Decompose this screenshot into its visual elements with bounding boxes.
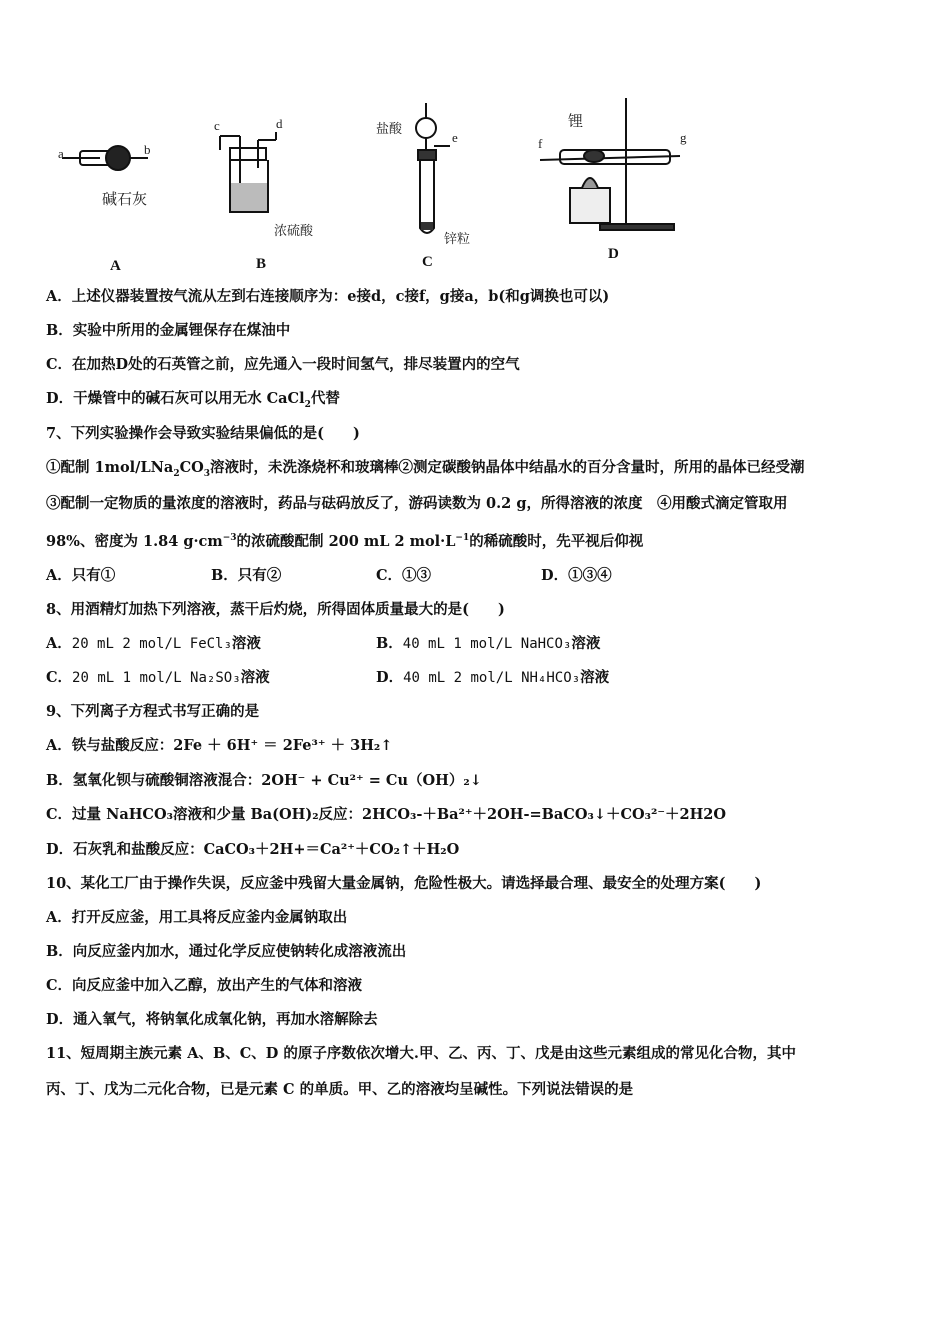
q11-line-1: 11、短周期主族元素 A、B、C、D 的原子序数依次增大.甲、乙、丙、丁、戊是由这些元素组成的常见化合物，其中 [46, 1045, 796, 1062]
label-a-right: b [144, 142, 151, 157]
label-d-f: f [538, 136, 543, 151]
label-d-g: g [680, 130, 687, 145]
q7-option-a: A．只有① [46, 567, 116, 584]
drying-tube-a [62, 146, 148, 170]
q8-option-d: D．40 mL 2 mol/L NH₄HCO₃溶液 [376, 669, 610, 686]
q9-option-d: D．石灰乳和盐酸反应：CaCO₃＋2H+＝Ca²⁺＋CO₂↑＋H₂O [46, 841, 460, 858]
gas-generator-c [416, 103, 450, 233]
label-b-d: d [276, 116, 283, 131]
q10-option-c: C．向反应釜中加入乙醇，放出产生的气体和溶液 [46, 977, 363, 994]
label-c-acid: 盐酸 [376, 121, 403, 136]
label-a-left: a [58, 146, 64, 161]
q6-option-a: A．上述仪器装置按气流从左到右连接顺序为：e接d，c接f，g接a，b(和g调换也可以) [46, 288, 610, 305]
q7-option-b: B．只有② [211, 567, 282, 584]
apparatus-drawing [40, 88, 740, 278]
figure-label-b: B [256, 256, 267, 272]
q9-option-b: B．氢氧化钡与硫酸铜溶液混合：2OH⁻ + Cu²⁺ = Cu（OH）₂↓ [46, 772, 482, 789]
q9-option-c: C．过量 NaHCO₃溶液和少量 Ba(OH)₂反应：2HCO₃-＋Ba²⁺＋2OH-=BaCO₃↓＋CO₃²⁻＋2H2O [46, 806, 726, 823]
apparatus-figure [40, 88, 740, 278]
q7-option-c: C．①③ [376, 567, 432, 584]
q9-stem: 9、下列离子方程式书写正确的是 [46, 703, 260, 720]
q7-option-d: D．①③④ [541, 567, 612, 584]
q7-line-2: ③配制一定物质的量浓度的溶液时，药品与砝码放反了，游码读数为 0.2 g，所得溶液的浓度 ④用酸式滴定管取用 [46, 495, 788, 512]
label-a-chem: 碱石灰 [102, 192, 148, 208]
q9-option-a: A．铁与盐酸反应：2Fe ＋ 6H⁺ ＝ 2Fe³⁺ ＋ 3H₂↑ [46, 737, 393, 754]
q10-stem: 10、某化工厂由于操作失误，反应釜中残留大量金属钠，危险性极大。请选择最合理、最安全的处理方案( ) [46, 875, 762, 892]
q10-option-a: A．打开反应釜，用工具将反应釜内金属钠取出 [46, 909, 348, 926]
wash-bottle-b [220, 132, 276, 212]
q7-line-1: ①配制 $1mol/LNa_2CO_3$溶液时，未洗涤烧杯和玻璃棒②测定碳酸钠晶体中结晶水的百分含量时，所用的晶体已经受潮 [46, 459, 805, 479]
label-c-zinc: 锌粒 [444, 231, 471, 246]
figure-label-d: D [608, 246, 619, 262]
q7-line-3: 98%、密度为 1.84 $g\cdot cm^{-3}$的浓硫酸配制 200 mL 2 $mol\cdot L^{-1}$的稀硫酸时，先平视后仰视 [46, 533, 644, 550]
q6-option-d: D．干燥管中的碱石灰可以用无水 CaCl$_2$代替 [46, 390, 340, 410]
figure-label-c: C [422, 254, 433, 270]
q8-option-b: B．40 mL 1 mol/L NaHCO₃溶液 [376, 635, 601, 652]
q8-option-c: C．20 mL 1 mol/L Na₂SO₃溶液 [46, 669, 270, 686]
q10-option-d: D．通入氧气，将钠氧化成氧化钠，再加水溶解除去 [46, 1011, 378, 1028]
label-c-e: e [452, 130, 458, 145]
label-d-li: 锂 [568, 114, 584, 130]
figure-label-a: A [110, 258, 121, 274]
q8-option-a: A．20 mL 2 mol/L FeCl₃溶液 [46, 635, 261, 652]
q6-option-c: C．在加热D处的石英管之前，应先通入一段时间氢气，排尽装置内的空气 [46, 356, 520, 373]
q6-option-b: B．实验中所用的金属锂保存在煤油中 [46, 322, 291, 339]
q10-option-b: B．向反应釜内加水，通过化学反应使钠转化成溶液流出 [46, 943, 407, 960]
heating-setup-d [540, 98, 680, 230]
label-b-chem: 浓硫酸 [274, 223, 314, 238]
q11-line-2: 丙、丁、戊为二元化合物，已是元素 C 的单质。甲、乙的溶液均呈碱性。下列说法错误的是 [46, 1081, 634, 1098]
label-b-c: c [214, 118, 220, 133]
q7-stem: 7、下列实验操作会导致实验结果偏低的是( ) [46, 425, 360, 442]
q8-stem: 8、用酒精灯加热下列溶液，蒸干后灼烧，所得固体质量最大的是( ) [46, 601, 505, 618]
